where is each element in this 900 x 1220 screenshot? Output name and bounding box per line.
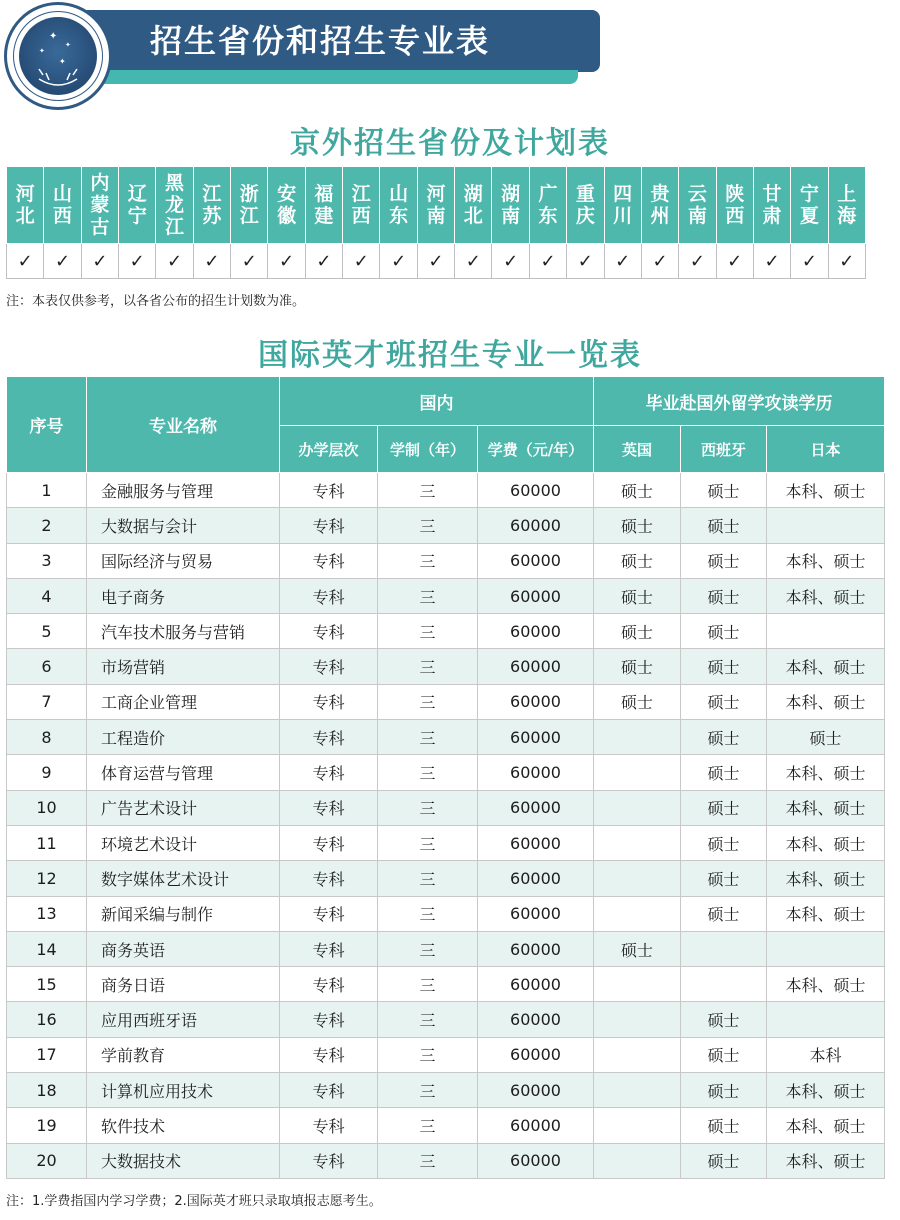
province-check-cell: ✓: [231, 244, 268, 279]
cell-level: 专科: [280, 755, 378, 790]
cell-no: 17: [7, 1037, 87, 1072]
cell-spain: 硕士: [681, 1002, 767, 1037]
province-name-cell: 浙江: [231, 167, 268, 244]
cell-years: 三: [378, 649, 478, 684]
page-title: 招生省份和招生专业表: [150, 22, 491, 60]
cell-no: 14: [7, 931, 87, 966]
cell-years: 三: [378, 720, 478, 755]
cell-no: 3: [7, 543, 87, 578]
table-row: [7, 649, 885, 684]
cell-years: 三: [378, 967, 478, 1002]
cell-name: 电子商务: [87, 578, 280, 613]
cell-spain: 硕士: [681, 508, 767, 543]
province-name-cell: 河南: [417, 167, 454, 244]
table-row: [7, 1143, 885, 1178]
cell-name: 新闻采编与制作: [87, 896, 280, 931]
cell-name: 环境艺术设计: [87, 825, 280, 860]
provinces-check-row: [7, 244, 866, 279]
cell-uk: 硕士: [594, 543, 681, 578]
cell-name: 工商企业管理: [87, 684, 280, 719]
province-check-cell: ✓: [679, 244, 716, 279]
cell-spain: 硕士: [681, 896, 767, 931]
province-name-cell: 江西: [343, 167, 380, 244]
cell-uk: [594, 755, 681, 790]
provinces-section-title: 京外招生省份及计划表: [290, 126, 610, 161]
table-row: [7, 825, 885, 860]
cell-name: 应用西班牙语: [87, 1002, 280, 1037]
cell-fee: 60000: [478, 790, 594, 825]
cell-level: 专科: [280, 649, 378, 684]
cell-years: 三: [378, 1143, 478, 1178]
cell-years: 三: [378, 684, 478, 719]
header-banner: [0, 0, 900, 110]
cell-level: 专科: [280, 1108, 378, 1143]
cell-years: 三: [378, 790, 478, 825]
cell-no: 7: [7, 684, 87, 719]
cell-level: 专科: [280, 684, 378, 719]
cell-name: 大数据技术: [87, 1143, 280, 1178]
cell-level: 专科: [280, 861, 378, 896]
province-name-cell: 云南: [679, 167, 716, 244]
cell-years: 三: [378, 614, 478, 649]
cell-no: 18: [7, 1073, 87, 1108]
table-row: [7, 967, 885, 1002]
cell-japan: 本科、硕士: [767, 684, 885, 719]
province-name-cell: 山东: [380, 167, 417, 244]
cell-fee: 60000: [478, 896, 594, 931]
cell-uk: 硕士: [594, 473, 681, 508]
cell-japan: 本科、硕士: [767, 649, 885, 684]
cell-japan: [767, 614, 885, 649]
cell-level: 专科: [280, 1002, 378, 1037]
cell-spain: 硕士: [681, 684, 767, 719]
table-row: [7, 1073, 885, 1108]
province-check-cell: ✓: [791, 244, 828, 279]
province-check-cell: ✓: [753, 244, 790, 279]
cell-spain: 硕士: [681, 720, 767, 755]
cell-name: 工程造价: [87, 720, 280, 755]
cell-fee: 60000: [478, 931, 594, 966]
cell-level: 专科: [280, 543, 378, 578]
table-row: [7, 755, 885, 790]
province-name-cell: 安徽: [268, 167, 305, 244]
cell-fee: 60000: [478, 755, 594, 790]
province-check-cell: ✓: [716, 244, 753, 279]
province-check-cell: ✓: [44, 244, 81, 279]
cell-uk: 硕士: [594, 614, 681, 649]
cell-uk: [594, 720, 681, 755]
province-name-cell: 江苏: [193, 167, 230, 244]
cell-years: 三: [378, 755, 478, 790]
cell-fee: 60000: [478, 684, 594, 719]
cell-years: 三: [378, 1073, 478, 1108]
table-row: [7, 861, 885, 896]
cell-uk: [594, 1108, 681, 1143]
cell-no: 6: [7, 649, 87, 684]
cell-years: 三: [378, 473, 478, 508]
province-name-cell: 湖南: [492, 167, 529, 244]
cell-fee: 60000: [478, 861, 594, 896]
cell-fee: 60000: [478, 1073, 594, 1108]
province-check-cell: ✓: [305, 244, 342, 279]
province-name-cell: 山西: [44, 167, 81, 244]
cell-japan: 硕士: [767, 720, 885, 755]
cell-fee: 60000: [478, 473, 594, 508]
col-header-no: 序号: [7, 377, 87, 473]
banner-accent-stripe: [100, 70, 578, 84]
table-row: [7, 473, 885, 508]
province-check-cell: ✓: [81, 244, 118, 279]
cell-spain: 硕士: [681, 473, 767, 508]
cell-no: 8: [7, 720, 87, 755]
cell-years: 三: [378, 896, 478, 931]
cell-no: 15: [7, 967, 87, 1002]
table-row: [7, 1037, 885, 1072]
cell-japan: 本科: [767, 1037, 885, 1072]
cell-uk: [594, 825, 681, 860]
cell-fee: 60000: [478, 614, 594, 649]
cell-level: 专科: [280, 825, 378, 860]
cell-fee: 60000: [478, 1143, 594, 1178]
provinces-note: 注：本表仅供参考，以各省公布的招生计划数为准。: [6, 294, 306, 309]
col-header-fee: 学费（元/年）: [478, 426, 594, 473]
cell-uk: [594, 861, 681, 896]
cell-uk: [594, 790, 681, 825]
cell-name: 市场营销: [87, 649, 280, 684]
table-row: [7, 1108, 885, 1143]
cell-level: 专科: [280, 720, 378, 755]
cell-name: 商务英语: [87, 931, 280, 966]
table-row: [7, 931, 885, 966]
cell-uk: 硕士: [594, 684, 681, 719]
cell-uk: [594, 1002, 681, 1037]
province-check-cell: ✓: [343, 244, 380, 279]
cell-no: 2: [7, 508, 87, 543]
cell-level: 专科: [280, 578, 378, 613]
cell-uk: 硕士: [594, 578, 681, 613]
col-header-name: 专业名称: [87, 377, 280, 473]
cell-japan: [767, 508, 885, 543]
province-check-cell: ✓: [828, 244, 865, 279]
province-check-cell: ✓: [268, 244, 305, 279]
cell-fee: 60000: [478, 1108, 594, 1143]
province-name-cell: 内蒙古: [81, 167, 118, 244]
cell-uk: [594, 1073, 681, 1108]
provinces-table: [6, 166, 866, 279]
cell-uk: 硕士: [594, 508, 681, 543]
province-check-cell: ✓: [529, 244, 566, 279]
cell-japan: 本科、硕士: [767, 790, 885, 825]
cell-years: 三: [378, 825, 478, 860]
majors-section-title: 国际英才班招生专业一览表: [258, 338, 642, 373]
cell-years: 三: [378, 1037, 478, 1072]
cell-name: 体育运营与管理: [87, 755, 280, 790]
table-row: [7, 720, 885, 755]
cell-level: 专科: [280, 1037, 378, 1072]
cell-fee: 60000: [478, 720, 594, 755]
cell-level: 专科: [280, 1073, 378, 1108]
cell-level: 专科: [280, 790, 378, 825]
cell-uk: [594, 1143, 681, 1178]
table-row: [7, 1002, 885, 1037]
cell-spain: [681, 931, 767, 966]
cell-level: 专科: [280, 896, 378, 931]
cell-name: 大数据与会计: [87, 508, 280, 543]
cell-years: 三: [378, 508, 478, 543]
cell-spain: 硕士: [681, 614, 767, 649]
province-check-cell: ✓: [7, 244, 44, 279]
cell-level: 专科: [280, 931, 378, 966]
cell-spain: 硕士: [681, 543, 767, 578]
cell-japan: 本科、硕士: [767, 825, 885, 860]
province-check-cell: ✓: [119, 244, 156, 279]
province-check-cell: ✓: [567, 244, 604, 279]
province-check-cell: ✓: [492, 244, 529, 279]
cell-uk: [594, 896, 681, 931]
cell-years: 三: [378, 1108, 478, 1143]
province-name-cell: 甘肃: [753, 167, 790, 244]
cell-name: 商务日语: [87, 967, 280, 1002]
cell-name: 汽车技术服务与营销: [87, 614, 280, 649]
table-row: [7, 896, 885, 931]
cell-japan: 本科、硕士: [767, 473, 885, 508]
province-name-cell: 重庆: [567, 167, 604, 244]
cell-spain: 硕士: [681, 1143, 767, 1178]
province-check-cell: ✓: [193, 244, 230, 279]
cell-japan: 本科、硕士: [767, 861, 885, 896]
province-name-cell: 辽宁: [119, 167, 156, 244]
province-name-cell: 湖北: [455, 167, 492, 244]
cell-years: 三: [378, 931, 478, 966]
table-row: [7, 790, 885, 825]
cell-name: 软件技术: [87, 1108, 280, 1143]
province-name-cell: 上海: [828, 167, 865, 244]
province-check-cell: ✓: [455, 244, 492, 279]
table-row: [7, 614, 885, 649]
cell-spain: 硕士: [681, 1108, 767, 1143]
cell-spain: 硕士: [681, 649, 767, 684]
col-header-spain: 西班牙: [681, 426, 767, 473]
cell-japan: 本科、硕士: [767, 578, 885, 613]
cell-years: 三: [378, 861, 478, 896]
province-name-cell: 河北: [7, 167, 44, 244]
col-header-japan: 日本: [767, 426, 885, 473]
cell-spain: 硕士: [681, 861, 767, 896]
col-header-domestic: 国内: [280, 377, 594, 426]
cell-spain: [681, 967, 767, 1002]
cell-level: 专科: [280, 967, 378, 1002]
cell-level: 专科: [280, 614, 378, 649]
cell-name: 国际经济与贸易: [87, 543, 280, 578]
cell-fee: 60000: [478, 578, 594, 613]
cell-fee: 60000: [478, 543, 594, 578]
cell-no: 12: [7, 861, 87, 896]
cell-name: 金融服务与管理: [87, 473, 280, 508]
cell-fee: 60000: [478, 825, 594, 860]
cell-no: 9: [7, 755, 87, 790]
cell-japan: 本科、硕士: [767, 1143, 885, 1178]
col-header-years: 学制（年）: [378, 426, 478, 473]
table-row: [7, 543, 885, 578]
majors-note: 注：1.学费指国内学习学费；2.国际英才班只录取填报志愿考生。: [6, 1194, 382, 1209]
table-row: [7, 578, 885, 613]
cell-uk: [594, 967, 681, 1002]
col-header-abroad: 毕业赴国外留学攻读学历: [594, 377, 885, 426]
cell-no: 20: [7, 1143, 87, 1178]
province-name-cell: 贵州: [641, 167, 678, 244]
cell-japan: 本科、硕士: [767, 1073, 885, 1108]
cell-fee: 60000: [478, 967, 594, 1002]
cell-no: 19: [7, 1108, 87, 1143]
cell-years: 三: [378, 543, 478, 578]
province-check-cell: ✓: [380, 244, 417, 279]
cell-japan: [767, 931, 885, 966]
cell-no: 10: [7, 790, 87, 825]
majors-table: [6, 376, 885, 1179]
cell-name: 广告艺术设计: [87, 790, 280, 825]
province-name-cell: 广东: [529, 167, 566, 244]
province-check-cell: ✓: [417, 244, 454, 279]
cell-japan: 本科、硕士: [767, 1108, 885, 1143]
cell-no: 5: [7, 614, 87, 649]
province-name-cell: 陕西: [716, 167, 753, 244]
cell-spain: 硕士: [681, 1037, 767, 1072]
province-check-cell: ✓: [641, 244, 678, 279]
cell-spain: 硕士: [681, 578, 767, 613]
cell-no: 16: [7, 1002, 87, 1037]
col-header-level: 办学层次: [280, 426, 378, 473]
cell-fee: 60000: [478, 1002, 594, 1037]
school-logo-icon: ✦ ✦ ✦ ✦: [4, 2, 112, 110]
table-row: [7, 684, 885, 719]
cell-fee: 60000: [478, 649, 594, 684]
cell-no: 1: [7, 473, 87, 508]
cell-no: 11: [7, 825, 87, 860]
cell-years: 三: [378, 578, 478, 613]
province-name-cell: 黑龙江: [156, 167, 193, 244]
cell-no: 4: [7, 578, 87, 613]
province-name-cell: 四川: [604, 167, 641, 244]
cell-uk: [594, 1037, 681, 1072]
cell-spain: 硕士: [681, 825, 767, 860]
cell-japan: 本科、硕士: [767, 967, 885, 1002]
cell-japan: [767, 1002, 885, 1037]
provinces-header-row: [7, 167, 866, 244]
cell-uk: 硕士: [594, 649, 681, 684]
cell-name: 计算机应用技术: [87, 1073, 280, 1108]
cell-spain: 硕士: [681, 790, 767, 825]
province-check-cell: ✓: [604, 244, 641, 279]
cell-years: 三: [378, 1002, 478, 1037]
cell-fee: 60000: [478, 508, 594, 543]
cell-no: 13: [7, 896, 87, 931]
cell-japan: 本科、硕士: [767, 755, 885, 790]
cell-level: 专科: [280, 473, 378, 508]
cell-fee: 60000: [478, 1037, 594, 1072]
cell-name: 学前教育: [87, 1037, 280, 1072]
province-name-cell: 福建: [305, 167, 342, 244]
col-header-uk: 英国: [594, 426, 681, 473]
cell-level: 专科: [280, 508, 378, 543]
cell-uk: 硕士: [594, 931, 681, 966]
province-name-cell: 宁夏: [791, 167, 828, 244]
cell-level: 专科: [280, 1143, 378, 1178]
cell-spain: 硕士: [681, 755, 767, 790]
table-row: [7, 508, 885, 543]
cell-japan: 本科、硕士: [767, 543, 885, 578]
cell-spain: 硕士: [681, 1073, 767, 1108]
cell-name: 数字媒体艺术设计: [87, 861, 280, 896]
cell-japan: 本科、硕士: [767, 896, 885, 931]
province-check-cell: ✓: [156, 244, 193, 279]
majors-table-body: [7, 473, 885, 1179]
